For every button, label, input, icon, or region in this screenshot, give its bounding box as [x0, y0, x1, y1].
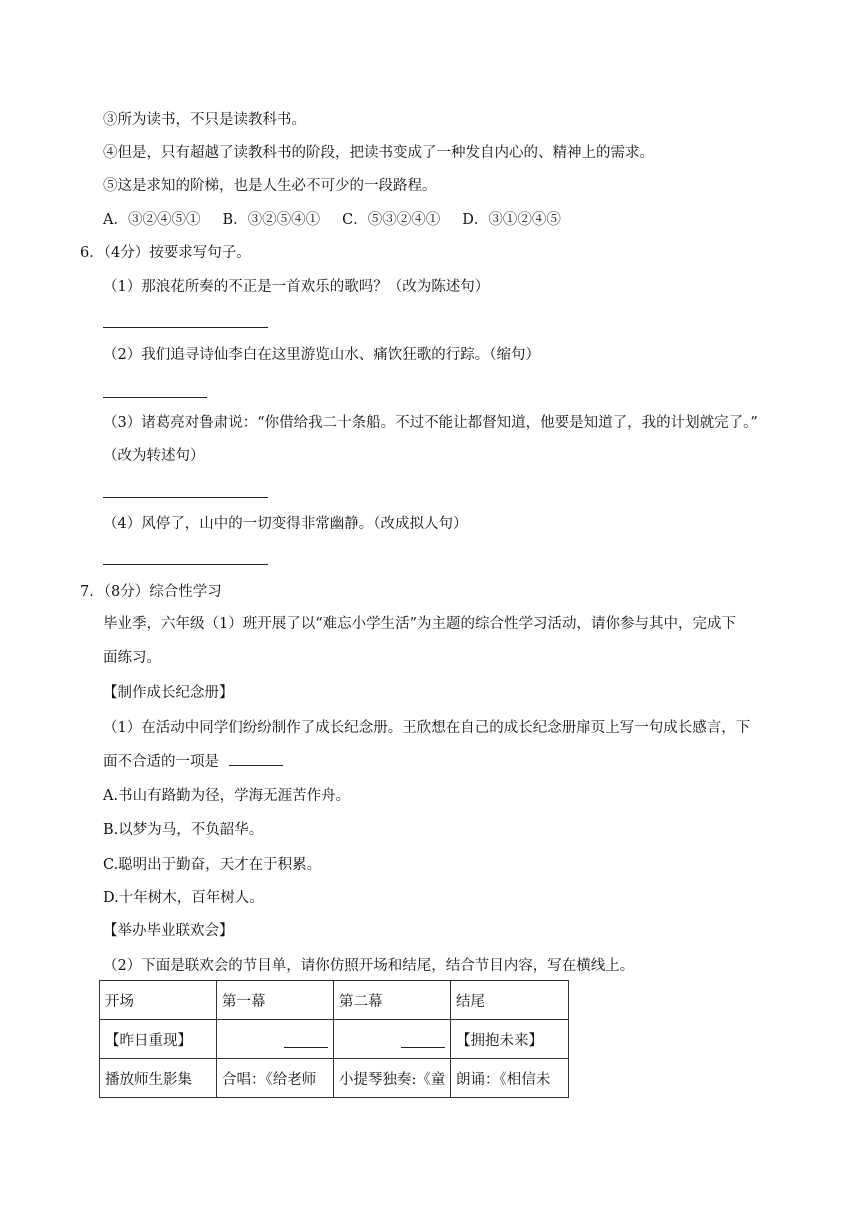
option-b[interactable]: B．③②⑤④①	[222, 212, 321, 228]
table-header-cell: 结尾	[451, 981, 569, 1020]
q6-part1: （1）那浪花所奏的不正是一首欢乐的歌吗？（改为陈述句）	[103, 279, 490, 295]
table-cell: 【昨日重现】	[100, 1020, 217, 1059]
q7-intro-line2: 面练习。	[103, 650, 161, 666]
q6-part3: （3）诸葛亮对鲁肃说：“你借给我二十条船。不过不能让都督知道，他要是知道了，我的计划就完了。”	[103, 415, 758, 431]
q6-answer-line-2[interactable]	[103, 397, 207, 398]
table-cell: 合唱：《给老师	[217, 1059, 334, 1098]
q7-part1-answer-blank[interactable]	[229, 751, 283, 766]
section-heading-party: 【举办毕业联欢会】	[103, 923, 234, 939]
option-a[interactable]: A．③②④⑤①	[103, 212, 201, 228]
table-row	[100, 1020, 569, 1059]
q6-title: 6．（4分）按要求写句子。	[80, 245, 251, 261]
table-header-cell: 第一幕	[217, 981, 334, 1020]
table-cell-blank[interactable]	[334, 1020, 451, 1059]
sentence-5: ⑤这是求知的阶梯，也是人生必不可少的一段路程。	[103, 178, 437, 194]
q7-option-c[interactable]: C.聪明出于勤奋，天才在于积累。	[103, 857, 322, 873]
q7-option-b[interactable]: B.以梦为马，不负韶华。	[103, 822, 264, 838]
program-table	[99, 980, 569, 1098]
q6-answer-line-3[interactable]	[103, 497, 268, 498]
q7-part1-line2	[103, 751, 283, 772]
table-row	[100, 1059, 569, 1098]
table-cell: 【拥抱未来】	[451, 1020, 569, 1059]
table-cell-blank[interactable]	[217, 1020, 334, 1059]
q7-part2: （2）下面是联欢会的节目单，请你仿照开场和结尾，结合节目内容，写在横线上。	[103, 958, 635, 974]
q5-options	[103, 210, 583, 230]
option-c[interactable]: C．⑤③②④①	[342, 212, 441, 228]
table-header-cell: 第二幕	[334, 981, 451, 1020]
q6-part4: （4）风停了，山中的一切变得非常幽静。（改成拟人句）	[103, 516, 468, 532]
q6-part3-instruction: （改为转述句）	[103, 448, 205, 464]
q6-answer-line-4[interactable]	[103, 564, 268, 565]
q7-part1-line1: （1）在活动中同学们纷纷制作了成长纪念册。王欣想在自己的成长纪念册扉页上写一句成长感言，下	[103, 720, 751, 736]
sentence-3: ③所为读书，不只是读教科书。	[103, 112, 306, 128]
q7-option-a[interactable]: A.书山有路勤为径，学海无涯苦作舟。	[103, 788, 351, 804]
table-header-row	[100, 981, 569, 1020]
q6-answer-line-1[interactable]	[103, 327, 268, 328]
table-header-cell: 开场	[100, 981, 217, 1020]
table-cell: 朗诵：《相信未	[451, 1059, 569, 1098]
section-heading-memory-book: 【制作成长纪念册】	[103, 685, 234, 701]
table-cell: 播放师生影集	[100, 1059, 217, 1098]
q6-part2: （2）我们追寻诗仙李白在这里游览山水、痛饮狂歌的行踪。（缩句）	[103, 347, 540, 363]
blank-act2-title[interactable]	[401, 1033, 445, 1048]
option-d[interactable]: D．③①②④⑤	[462, 212, 561, 228]
sentence-4: ④但是，只有超越了读教科书的阶段，把读书变成了一种发自内心的、精神上的需求。	[103, 145, 654, 161]
blank-act1-title[interactable]	[284, 1033, 328, 1048]
q7-option-d[interactable]: D.十年树木，百年树人。	[103, 890, 264, 906]
q7-intro-line1: 毕业季，六年级（1）班开展了以“难忘小学生活”为主题的综合性学习活动，请你参与其中，完成下	[103, 616, 737, 632]
table-cell: 小提琴独奏:《童	[334, 1059, 451, 1098]
q7-title: 7．（8分）综合性学习	[80, 584, 222, 600]
q7-part1-stem: 面不合适的一项是	[103, 754, 219, 770]
